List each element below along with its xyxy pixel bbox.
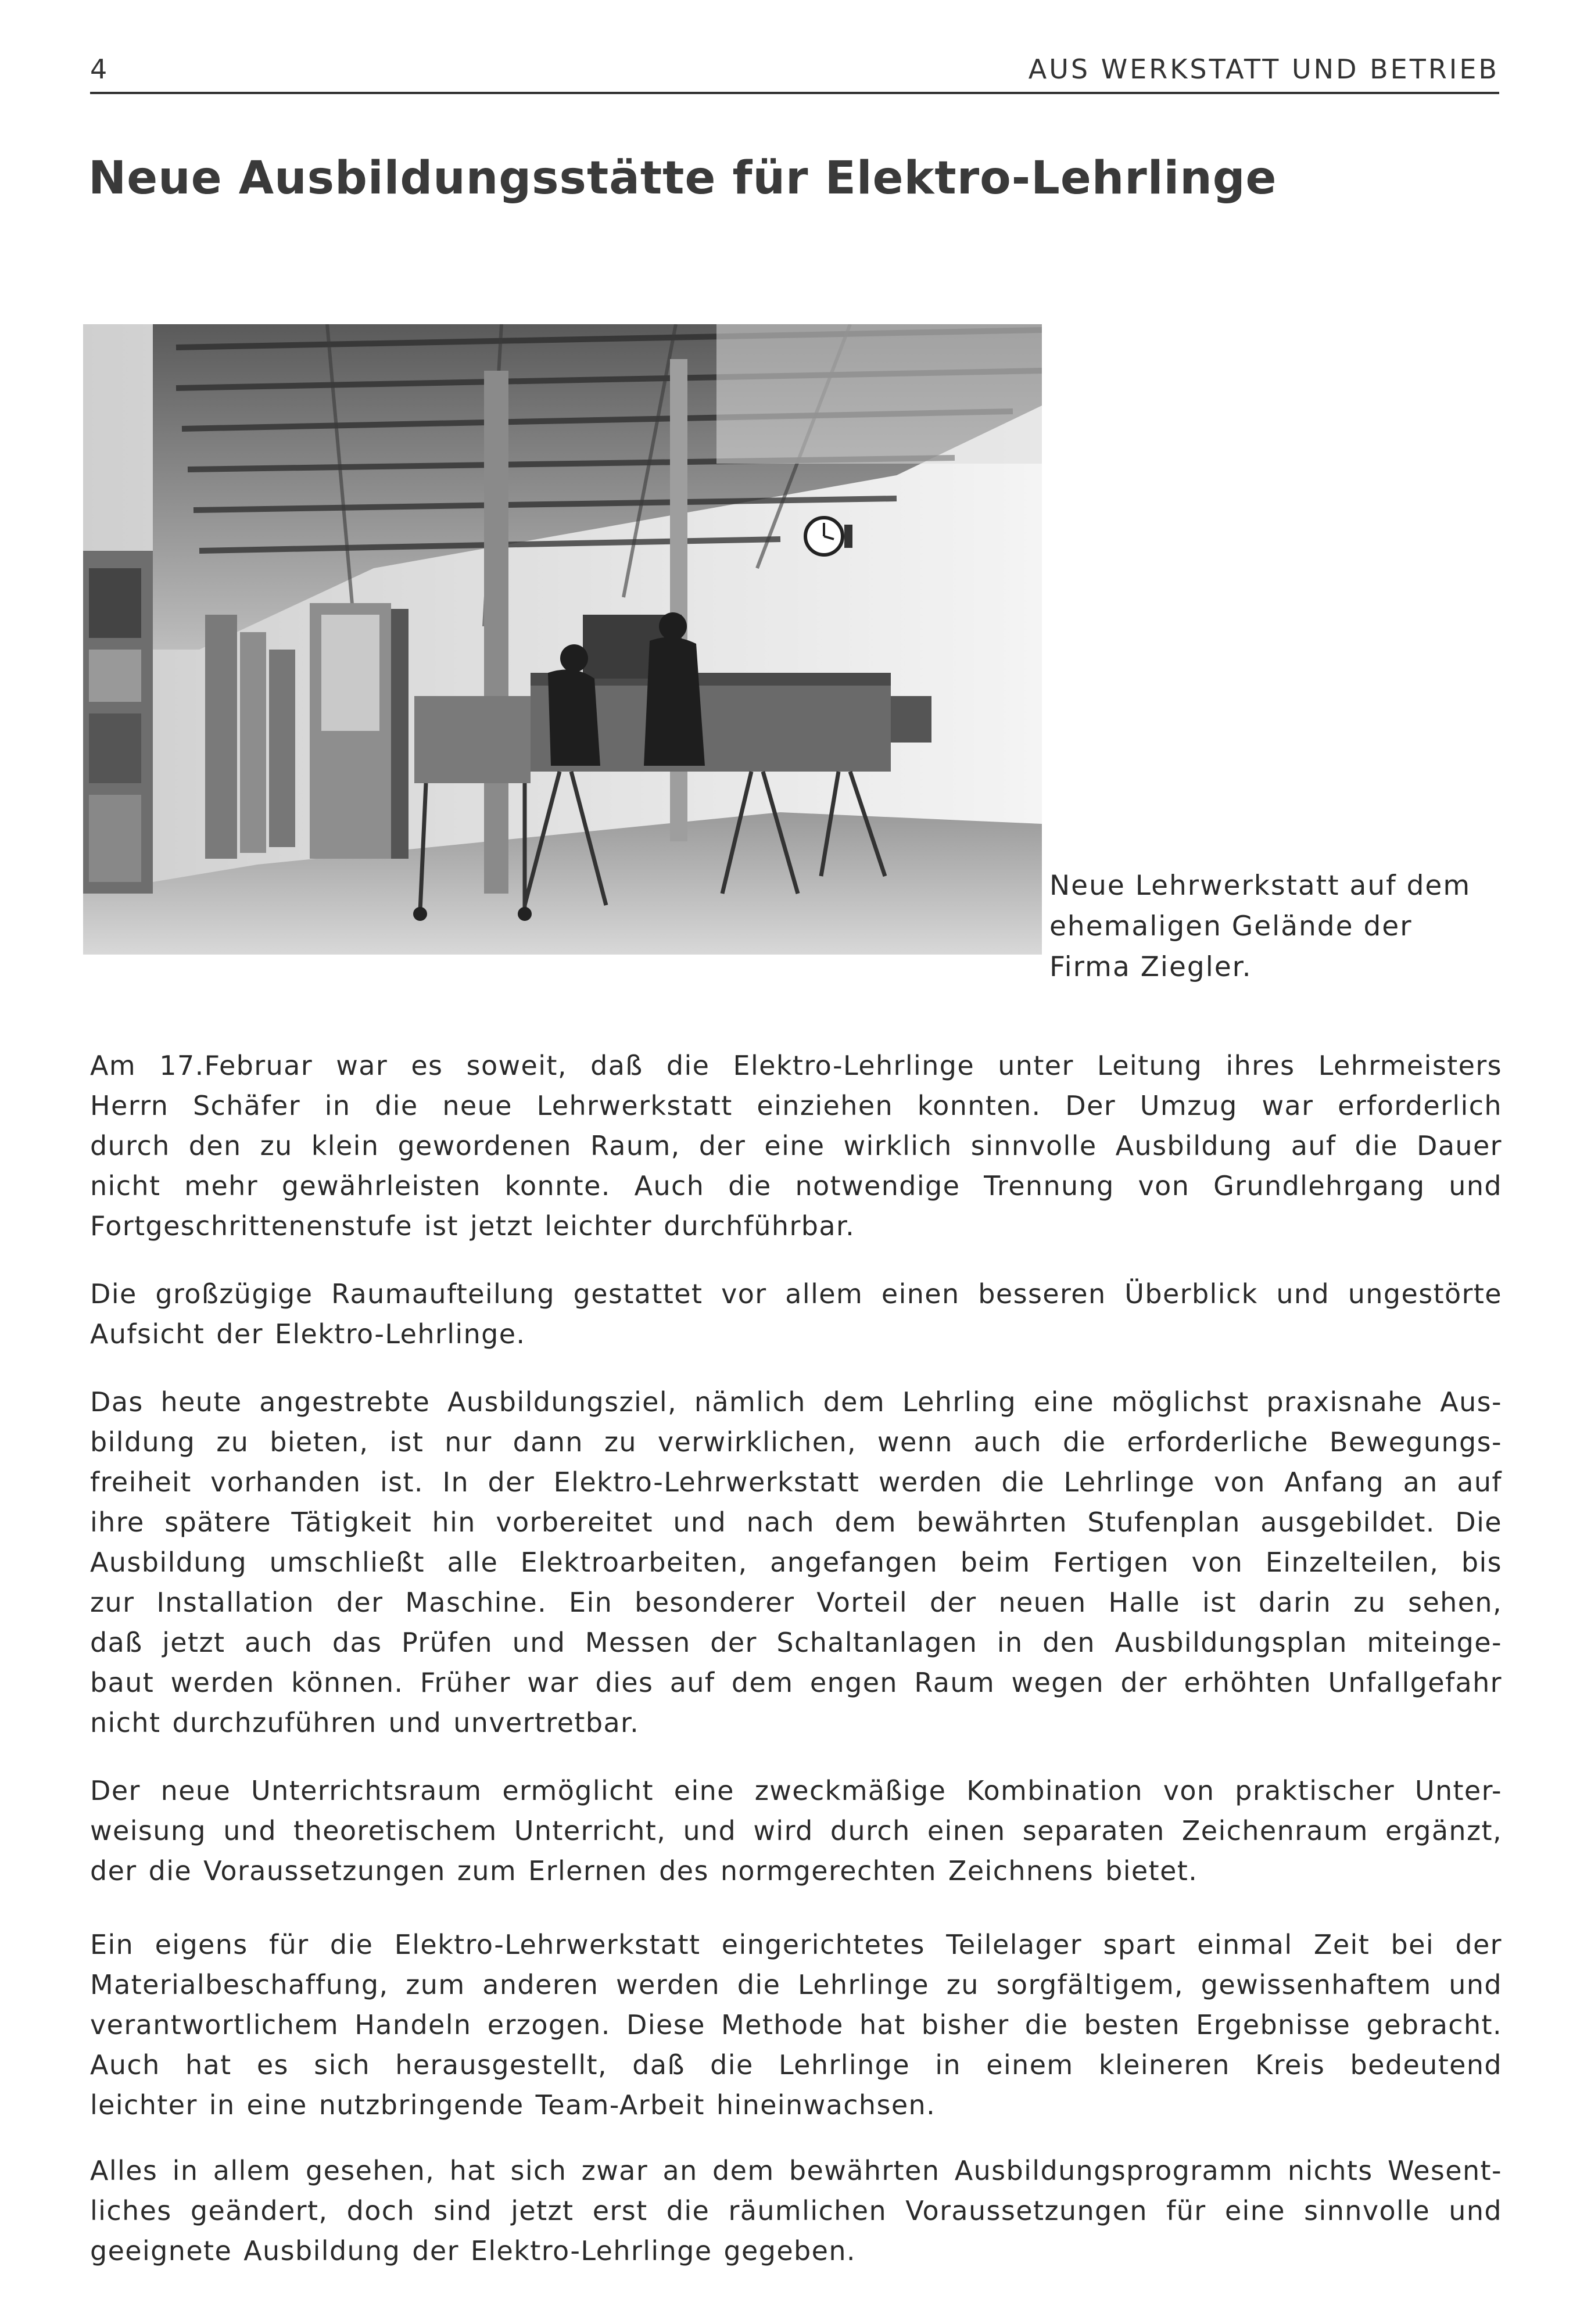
paragraph <box>90 2151 1502 2271</box>
text-line: Die großzügige Raumaufteilung gestattet vor allem einen besseren Überblick und ungestörte <box>90 1278 1502 1310</box>
page-header <box>90 51 1499 94</box>
text-line: Der neue Unterrichtsraum ermöglicht eine zweckmäßige Kombination von praktischer Unter- <box>90 1775 1502 1806</box>
text-line: bildung zu bieten, ist nur dann zu verwirklichen, wenn auch die erforderliche Bewegungs- <box>90 1426 1502 1458</box>
text-line: geeignete Ausbildung der Elektro-Lehrlinge gegeben. <box>90 2235 856 2266</box>
text-line: nicht mehr gewährleisten konnte. Auch die notwendige Trennung von Grundlehrgang und <box>90 1170 1502 1202</box>
text-line: Alles in allem gesehen, hat sich zwar an dem bewährten Ausbildungsprogramm nichts Wesent- <box>90 2155 1502 2186</box>
text-line: der die Voraussetzungen zum Erlernen des normgerechten Zeichnens bietet. <box>90 1855 1198 1887</box>
text-line: leichter in eine nutzbringende Team-Arbeit hineinwachsen. <box>90 2089 936 2121</box>
caption-line: ehemaligen Gelände der <box>1049 910 1413 942</box>
paragraph <box>90 1925 1502 2125</box>
paragraph <box>90 1046 1502 1246</box>
text-line: Am 17.Februar war es soweit, daß die Elektro-Lehrlinge unter Leitung ihres Lehrmeisters <box>90 1050 1502 1081</box>
text-line: Aufsicht der Elektro-Lehrlinge. <box>90 1318 526 1350</box>
text-line: weisung und theoretischem Unterricht, und wird durch einen separaten Zeichenraum ergänzt, <box>90 1815 1502 1846</box>
text-line: nicht durchzuführen und unvertretbar. <box>90 1707 640 1738</box>
page-number: 4 <box>90 53 108 85</box>
text-line: Fortgeschrittenenstufe ist jetzt leichter durchführbar. <box>90 1210 855 1242</box>
paragraph <box>90 1771 1502 1891</box>
text-line: ihre spätere Tätigkeit hin vorbereitet und nach dem bewährten Stufenplan ausgebildet. Die <box>90 1507 1502 1538</box>
article-title: Neue Ausbildungsstätte für Elektro-Lehrlinge <box>88 152 1277 205</box>
text-line: durch den zu klein gewordenen Raum, der eine wirklich sinnvolle Ausbildung auf die Dauer <box>90 1130 1502 1161</box>
text-line: Das heute angestrebte Ausbildungsziel, nämlich dem Lehrling eine möglichst praxisnahe Aus- <box>90 1386 1502 1418</box>
photo-caption <box>1049 866 1503 988</box>
caption-line: Neue Lehrwerkstatt auf dem <box>1049 870 1471 902</box>
text-line: daß jetzt auch das Prüfen und Messen der Schaltanlagen in den Ausbildungsplan miteinge- <box>90 1627 1502 1658</box>
text-line: baut werden können. Früher war dies auf dem engen Raum wegen der erhöhten Unfallgefahr <box>90 1667 1502 1698</box>
text-line: verantwortlichem Handeln erzogen. Diese Methode hat bisher die besten Ergebnisse gebracht. <box>90 2009 1502 2040</box>
text-line: zur Installation der Maschine. Ein besonderer Vorteil der neuen Halle ist darin zu sehen, <box>90 1587 1502 1618</box>
article-body <box>90 1046 1502 2301</box>
running-head: AUS WERKSTATT UND BETRIEB <box>1028 53 1499 85</box>
text-line: liches geändert, doch sind jetzt erst die räumlichen Voraussetzungen für eine sinnvolle und <box>90 2195 1502 2226</box>
caption-line: Firma Ziegler. <box>1049 951 1252 983</box>
text-line: freiheit vorhanden ist. In der Elektro-Lehrwerkstatt werden die Lehrlinge von Anfang an auf <box>90 1466 1502 1498</box>
text-line: Materialbeschaffung, zum anderen werden die Lehrlinge zu sorgfältigem, gewissenhaftem und <box>90 1969 1502 2000</box>
text-line: Herrn Schäfer in die neue Lehrwerkstatt einziehen konnten. Der Umzug war erforderlich <box>90 1090 1502 1121</box>
text-line: Ein eigens für die Elektro-Lehrwerkstatt eingerichtetes Teilelager spart einmal Zeit bei der <box>90 1929 1502 1960</box>
paragraph <box>90 1274 1502 1354</box>
workshop-photo <box>83 324 1042 955</box>
text-line: Ausbildung umschließt alle Elektroarbeiten, angefangen beim Fertigen von Einzelteilen, bis <box>90 1547 1502 1578</box>
paragraph <box>90 1382 1502 1743</box>
text-line: Auch hat es sich herausgestellt, daß die Lehrlinge in einem kleineren Kreis bedeutend <box>90 2049 1502 2081</box>
